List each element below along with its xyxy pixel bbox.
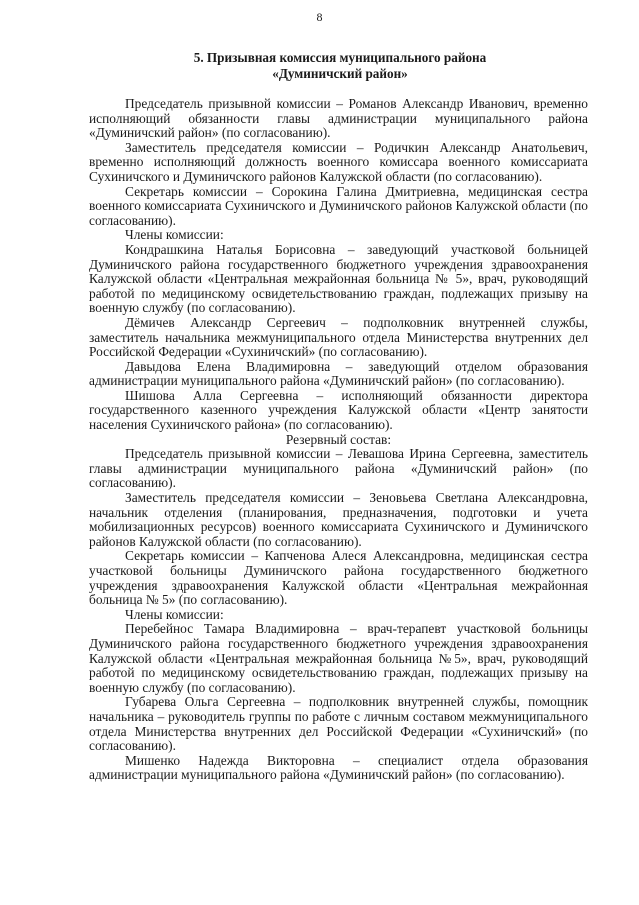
paragraph-reserve-heading: Резервный состав: (285, 431, 392, 447)
document-body (89, 97, 588, 783)
paragraph-reserve-member: Губарева Ольга Сергеевна – подполковник внутренней службы, помощник начальника – руководитель группы по работе с личным составом межмуниципального отдела Министерства внутренних дел Российской Федерации «Сухиничский» (по согласованию). (89, 694, 588, 754)
paragraph-reserve-chairman: Председатель призывной комиссии – Левашова Ирина Сергеевна, заместитель главы администрации муниципального района «Думиничский район» (по согласованию). (89, 446, 588, 491)
paragraph-reserve-secretary: Секретарь комиссии – Капченова Алеся Александровна, медицинская сестра участковой больницы Думиничского района государственного бюджетного учреждения здравоохранения Калужской области «Центральная межрайонная больница № 5» (по согласованию). (89, 548, 588, 608)
section-title-line-2: «Думиничский район» (272, 66, 408, 81)
paragraph-deputy-chairman: Заместитель председателя комиссии – Родичкин Александр Анатольевич, временно исполняющий должность военного комиссара военного комиссариата Сухиничского и Думиничского районов Калужской области (по согласованию). (89, 139, 588, 184)
paragraph-members-heading: Члены комиссии: (125, 227, 224, 243)
paragraph-member: Дёмичев Александр Сергеевич – подполковник внутренней службы, заместитель начальника межмуниципального отдела Министерства внутренних дел Российской Федерации «Сухиничский» (по согласованию). (89, 314, 588, 360)
page-number: 8 (316, 10, 323, 24)
paragraph-member: Кондрашкина Наталья Борисовна – заведующий участковой больницей Думиничского района государственного бюджетного учреждения здравоохранения Калужской области «Центральная межрайонная больница № 5», врач, руководящий работой по медицинскому освидетельствованию граждан, подлежащих призыву на военную службу (по согласованию). (89, 241, 588, 316)
paragraph-reserve-deputy-chairman: Заместитель председателя комиссии – Зеновьева Светлана Александровна, начальник отделения (планирования, предназначения, подготовки и учета мобилизационных ресурсов) военного комиссариата Сухиничского и Думиничского районов Калужской области (по согласованию). (89, 490, 588, 549)
paragraph-chairman: Председатель призывной комиссии – Романов Александр Иванович, временно исполняющий обязанности главы администрации муниципального района «Думиничский район» (по согласованию). (89, 96, 588, 141)
paragraph-secretary: Секретарь комиссии – Сорокина Галина Дмитриевна, медицинская сестра военного комиссариата Сухиничского и Думиничского районов Калужской области (по согласованию). (89, 183, 588, 228)
paragraph-reserve-member: Перебейнос Тамара Владимировна – врач-терапевт участковой больницы Думиничского района государственного бюджетного учреждения здравоохранения Калужской области «Центральная межрайонная больница №5», врач, руководящий работой по медицинскому освидетельствованию граждан, подлежащих призыву на военную службу (по согласованию). (89, 621, 588, 695)
paragraph-member: Давыдова Елена Владимировна – заведующий отделом образования администрации муниципального района «Думиничский район» (по согласованию). (89, 358, 588, 389)
section-title (80, 50, 600, 82)
paragraph-reserve-member: Мишенко Надежда Викторовна – специалист отдела образования администрации муниципального района «Думиничский район» (по согласованию). (89, 752, 588, 783)
paragraph-member: Шишова Алла Сергеевна – исполняющий обязанности директора государственного казенного учреждения Калужской области «Центр занятости населения Сухиничского района» (по согласованию). (89, 387, 588, 433)
section-title-line-1: 5. Призывная комиссия муниципального района (193, 50, 487, 65)
paragraph-reserve-members-heading: Члены комиссии: (125, 606, 224, 622)
